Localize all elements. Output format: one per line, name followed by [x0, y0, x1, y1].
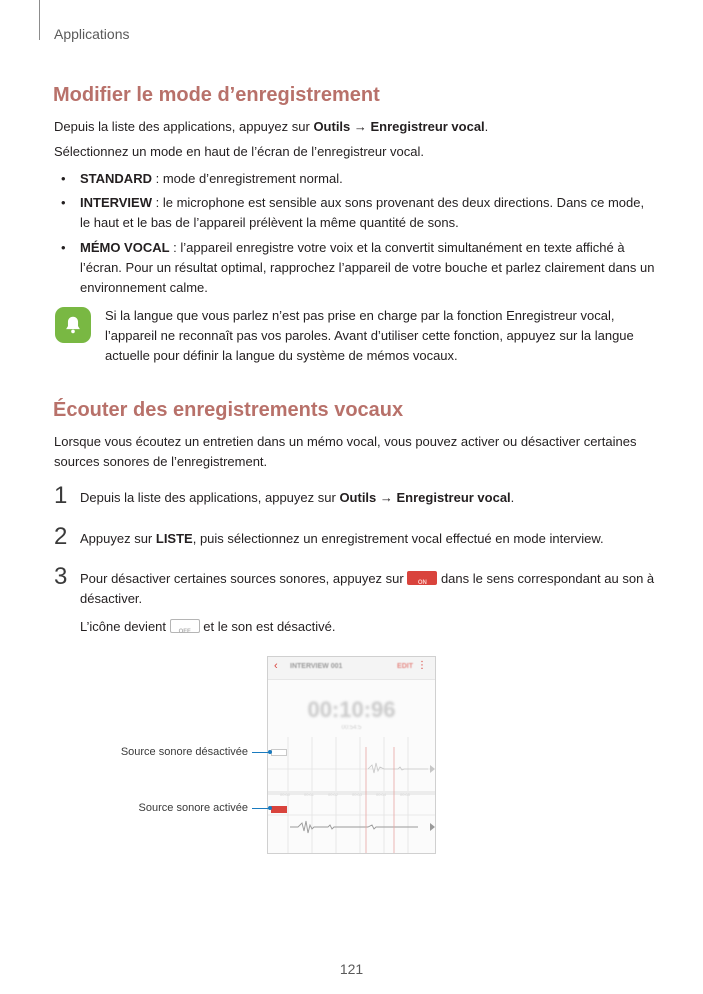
section-label: Applications: [54, 26, 130, 42]
source-bottom-toggle-on[interactable]: [271, 806, 287, 813]
intro-arrow: →: [350, 119, 371, 134]
svg-text:00:04: 00:04: [376, 792, 387, 797]
bullet-dot: •: [61, 171, 66, 186]
step-prefix: Depuis la liste des applications, appuyez sur: [80, 490, 340, 505]
section2-intro: Lorsque vous écoutez un entretien dans un mémo vocal, vous pouvez activer ou désactiver certaines sources sonores de l’enregistrement.: [54, 434, 637, 469]
svg-text:00:05: 00:05: [400, 792, 411, 797]
header-rule: [39, 0, 40, 40]
callout-source-off: Source sonore désactivée: [120, 746, 248, 758]
svg-text:00:02: 00:02: [328, 792, 339, 797]
source-off-icon: [170, 619, 200, 633]
back-icon[interactable]: ‹: [274, 660, 278, 672]
svg-text:00:01: 00:01: [304, 792, 315, 797]
intro-target: Enregistreur vocal: [370, 119, 485, 134]
step-prefix: Appuyez sur: [80, 531, 156, 546]
step-suffix: , puis sélectionnez un enregistrement vocal effectué en mode interview.: [192, 531, 604, 546]
note-text: Si la langue que vous parlez n’est pas prise en charge par la fonction Enregistreur vocal, l’appareil ne reconnaît pas vos paroles. Avant d’utiliser cette fonction, appuyez sur la langue actuelle pour définir la langue du système de mémos vocaux.: [105, 308, 634, 363]
step-1-text: [80, 488, 655, 508]
step-prefix: Pour désactiver certaines sources sonores, appuyez sur: [80, 571, 408, 586]
step-bold: Enregistreur vocal: [396, 490, 511, 505]
bell-icon: [55, 307, 91, 343]
bullet-dot: •: [61, 240, 66, 255]
bullet-interview: [80, 193, 655, 233]
recorder-screenshot: [267, 656, 436, 854]
bullet-text: : mode d’enregistrement normal.: [151, 171, 343, 186]
more-icon[interactable]: ⋮: [417, 660, 427, 671]
svg-text:00:00: 00:00: [280, 792, 291, 797]
edit-button[interactable]: EDIT: [397, 663, 413, 670]
callout-source-on: Source sonore activée: [138, 802, 248, 814]
intro-app: Outils: [313, 119, 351, 134]
section1-title: Modifier le mode d’enregistrement: [53, 84, 380, 106]
intro-suffix: .: [484, 119, 489, 134]
step-2-text: [80, 529, 655, 549]
icon-line-suffix: et le son est désactivé.: [199, 619, 336, 634]
step-suffix: .: [510, 490, 515, 505]
bullet-standard: [80, 169, 655, 189]
step-suffix: dans le sens correspondant au son à désactiver.: [80, 571, 655, 606]
callout-dot-off: [268, 750, 272, 754]
section2-title: Écouter des enregistrements vocaux: [53, 399, 404, 421]
callout-dot-on: [268, 806, 272, 810]
step-number: 2: [54, 523, 68, 550]
step-3-text: [80, 569, 655, 609]
bullet-term: STANDARD: [80, 171, 152, 186]
step-mid: →: [376, 490, 397, 505]
screen-app-bar: [268, 657, 435, 680]
step-bold: LISTE: [155, 531, 193, 546]
waveform-area: [268, 737, 435, 853]
step-bold: Outils: [339, 490, 377, 505]
section1-intro: [54, 117, 654, 137]
off-label: OFF: [178, 629, 191, 635]
step-number: 1: [54, 482, 68, 509]
bullet-term: MÉMO VOCAL: [80, 240, 170, 255]
source-top-toggle-off[interactable]: [271, 749, 287, 756]
intro-prefix: Depuis la liste des applications, appuyez sur: [54, 119, 314, 134]
bullet-dot: •: [61, 195, 66, 210]
bullet-text: : le microphone est sensible aux sons provenant des deux directions. Dans ce mode, le haut et le bas de l’appareil prélèvent la même quantité de sons.: [80, 195, 645, 230]
source-on-icon: [407, 571, 437, 585]
section1-line2: Sélectionnez un mode en haut de l’écran de l’enregistreur vocal.: [54, 144, 425, 159]
svg-text:00:03: 00:03: [352, 792, 363, 797]
bullet-term: INTERVIEW: [80, 195, 152, 210]
bullet-memo-vocal: [80, 238, 655, 298]
step-number: 3: [54, 563, 68, 590]
icon-line-prefix: L’icône devient: [80, 619, 170, 634]
screen-title: INTERVIEW 001: [290, 663, 343, 670]
screen-timer-total: 00:54:5: [341, 725, 362, 731]
screen-timer: 00:10:96: [307, 697, 396, 722]
bullet-text: : l’appareil enregistre votre voix et la convertit simultanément en texte affiché à l’écran. Pour un résultat optimal, rapprochez l’appareil de votre bouche et parlez clairement dans un environnement calme.: [80, 240, 655, 295]
icon-change-line: [80, 617, 655, 637]
on-label: ON: [417, 580, 427, 586]
page-number: 121: [339, 961, 364, 977]
